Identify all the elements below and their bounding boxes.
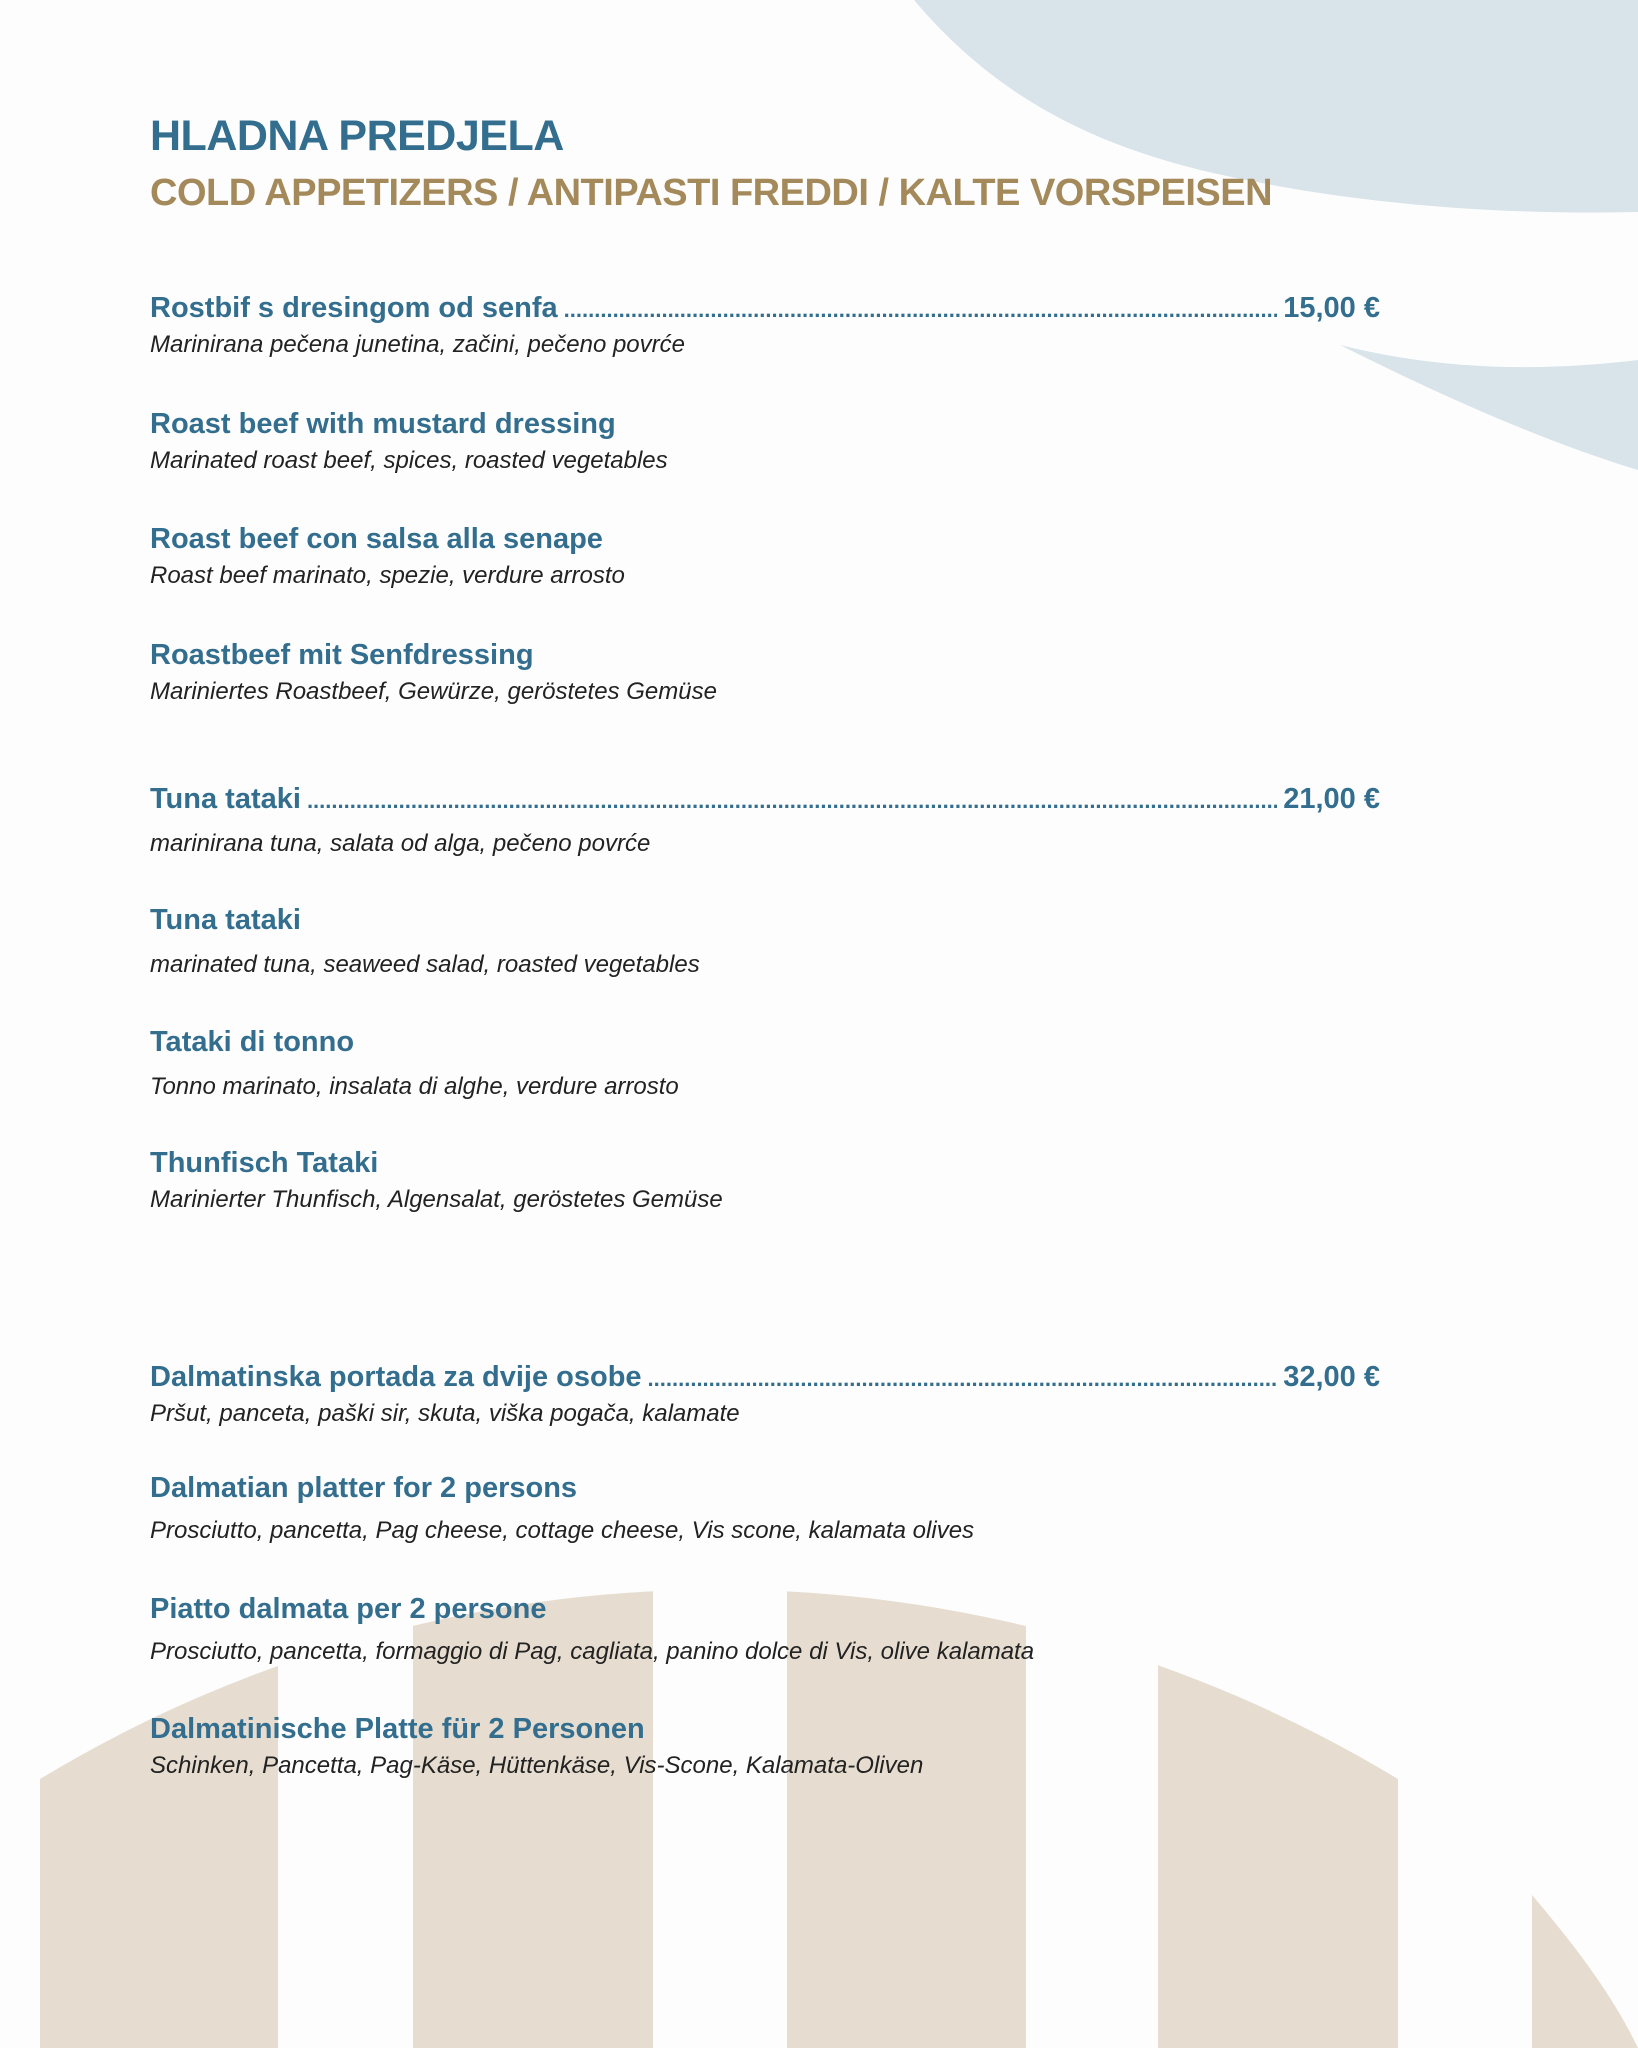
item-price: 21,00 € [1283, 783, 1380, 815]
item-description: Roast beef marinato, spezie, verdure arrosto [150, 562, 625, 589]
item-name: Tataki di tonno [150, 1026, 355, 1058]
item-price: 15,00 € [1283, 292, 1380, 324]
item-name: Roast beef con salsa alla senape [150, 523, 603, 555]
item-description: Pršut, panceta, paški sir, skuta, viška pogača, kalamate [150, 1400, 740, 1427]
menu-item [150, 1147, 1380, 1214]
item-description: Prosciutto, pancetta, formaggio di Pag, cagliata, panino dolce di Vis, olive kalamata [150, 1638, 1035, 1665]
dot-leader [648, 1366, 1278, 1392]
item-description: marinirana tuna, salata od alga, pečeno povrće [150, 830, 651, 857]
item-description: Marinated roast beef, spices, roasted vegetables [150, 447, 668, 474]
item-description: marinated tuna, seaweed salad, roasted vegetables [150, 951, 700, 978]
item-description: Tonno marinato, insalata di alghe, verdure arrosto [150, 1073, 679, 1100]
item-name: Roastbeef mit Senfdressing [150, 639, 534, 671]
item-description: Marinierter Thunfisch, Algensalat, geröstetes Gemüse [150, 1186, 723, 1213]
item-name: Thunfisch Tataki [150, 1147, 379, 1179]
menu-item [150, 1593, 1380, 1666]
menu-item [150, 1713, 1380, 1780]
dot-leader [307, 788, 1277, 814]
item-name: Dalmatinische Platte für 2 Personen [150, 1713, 645, 1745]
dot-leader [564, 297, 1278, 323]
item-name: Dalmatinska portada za dvije osobe [150, 1361, 642, 1393]
menu-item [150, 292, 1380, 359]
item-name: Rostbif s dresingom od senfa [150, 292, 558, 324]
menu-item [150, 783, 1380, 858]
menu-item [150, 1026, 1380, 1101]
menu-item [150, 523, 1380, 590]
menu-item [150, 904, 1380, 979]
section-subtitle: COLD APPETIZERS / ANTIPASTI FREDDI / KALTE VORSPEISEN [150, 172, 1273, 214]
item-description: Schinken, Pancetta, Pag-Käse, Hüttenkäse, Vis-Scone, Kalamata-Oliven [150, 1752, 924, 1779]
item-description: Prosciutto, pancetta, Pag cheese, cottage cheese, Vis scone, kalamata olives [150, 1517, 975, 1544]
menu-item [150, 639, 1380, 706]
right-blue-band [1340, 345, 1638, 470]
item-price: 32,00 € [1283, 1361, 1380, 1393]
item-name: Tuna tataki [150, 783, 301, 815]
menu-item [150, 1361, 1380, 1428]
item-name: Roast beef with mustard dressing [150, 408, 616, 440]
item-name: Dalmatian platter for 2 persons [150, 1472, 578, 1504]
menu-item [150, 1472, 1380, 1545]
item-name: Tuna tataki [150, 904, 301, 936]
bottom-right-beige-shape [1532, 1895, 1638, 2048]
item-description: Mariniertes Roastbeef, Gewürze, geröstetes Gemüse [150, 678, 717, 705]
item-name: Piatto dalmata per 2 persone [150, 1593, 547, 1625]
item-description: Marinirana pečena junetina, začini, pečeno povrće [150, 331, 685, 358]
section-title: HLADNA PREDJELA [150, 112, 564, 160]
menu-item [150, 408, 1380, 475]
